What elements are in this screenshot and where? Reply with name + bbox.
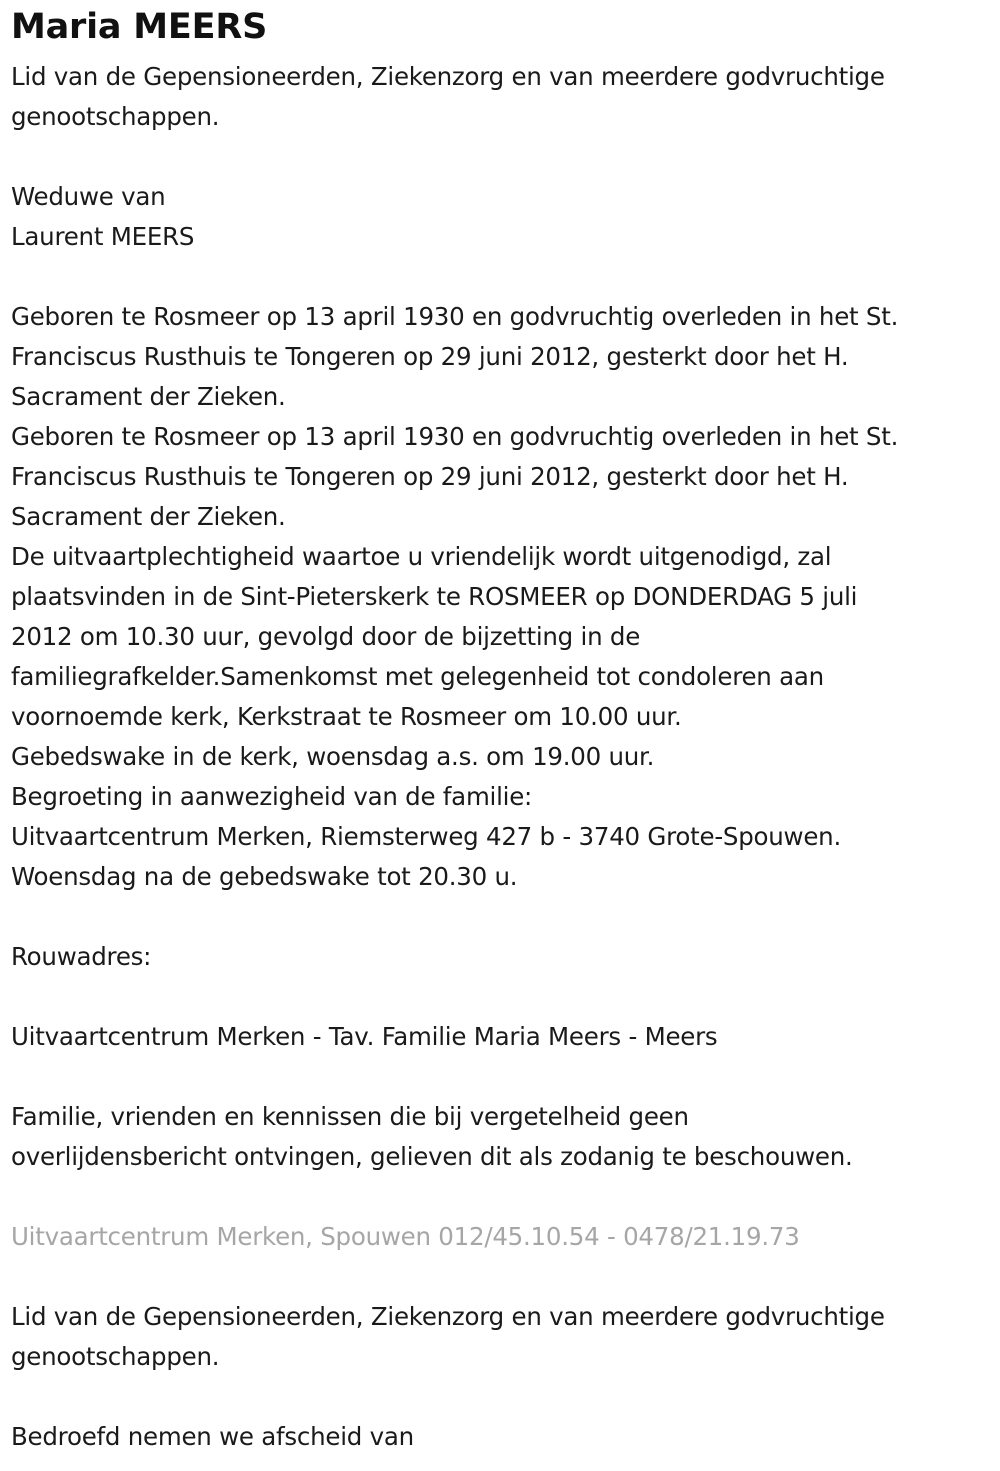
- spouse-name: Laurent MEERS: [11, 222, 195, 251]
- text-line: Lid van de Gepensioneerden, Ziekenzorg en van meerdere godvruchtige: [11, 62, 885, 91]
- text-line: familiegrafkelder.Samenkomst met gelegenheid tot condoleren aan: [11, 662, 824, 691]
- birth-death-paragraph: [11, 297, 1000, 417]
- blank-line: [11, 1177, 1000, 1217]
- blank-line: [11, 137, 1000, 177]
- farewell-line: Bedroefd nemen we afscheid van: [11, 1422, 414, 1451]
- address-label: Rouwadres:: [11, 942, 152, 971]
- text-line: Franciscus Rusthuis te Tongeren op 29 juni 2012, gesterkt door het H.: [11, 462, 849, 491]
- blank-line: [11, 897, 1000, 937]
- text-line: Gebedswake in de kerk, woensdag a.s. om 19.00 uur.: [11, 742, 655, 771]
- widow-paragraph: [11, 177, 1000, 257]
- text-line: Sacrament der Zieken.: [11, 502, 286, 531]
- text-line: Weduwe van: [11, 182, 166, 211]
- deceased-name-title: Maria MEERS: [11, 7, 268, 47]
- ceremony-paragraph: [11, 537, 1000, 897]
- text-line: genootschappen.: [11, 1342, 220, 1371]
- text-line: Familie, vrienden en kennissen die bij vergetelheid geen: [11, 1102, 689, 1131]
- blank-line: [11, 1057, 1000, 1097]
- funeral-home-contact: Uitvaartcentrum Merken, Spouwen 012/45.10.54 - 0478/21.19.73: [11, 1222, 800, 1251]
- text-line: 2012 om 10.30 uur, gevolgd door de bijzetting in de: [11, 622, 641, 651]
- blank-line: [11, 1377, 1000, 1417]
- birth-death-paragraph-repeat: [11, 417, 1000, 537]
- mourning-address: Uitvaartcentrum Merken - Tav. Familie Maria Meers - Meers: [11, 1022, 718, 1051]
- text-line: overlijdensbericht ontvingen, gelieven dit als zodanig te beschouwen.: [11, 1142, 853, 1171]
- notice-paragraph: [11, 1097, 1000, 1177]
- membership-paragraph-repeat: [11, 1297, 1000, 1377]
- blank-line: [11, 1257, 1000, 1297]
- text-line: voornoemde kerk, Kerkstraat te Rosmeer om 10.00 uur.: [11, 702, 682, 731]
- text-line: genootschappen.: [11, 102, 220, 131]
- text-line: Geboren te Rosmeer op 13 april 1930 en godvruchtig overleden in het St.: [11, 302, 899, 331]
- text-line: Franciscus Rusthuis te Tongeren op 29 juni 2012, gesterkt door het H.: [11, 342, 849, 371]
- text-line: Woensdag na de gebedswake tot 20.30 u.: [11, 862, 518, 891]
- obituary-page: [0, 7, 1000, 1457]
- text-line: Lid van de Gepensioneerden, Ziekenzorg en van meerdere godvruchtige: [11, 1302, 885, 1331]
- text-line: Uitvaartcentrum Merken, Riemsterweg 427 b - 3740 Grote-Spouwen.: [11, 822, 841, 851]
- text-line: plaatsvinden in de Sint-Pieterskerk te ROSMEER op DONDERDAG 5 juli: [11, 582, 858, 611]
- membership-paragraph: [11, 57, 1000, 137]
- text-line: Sacrament der Zieken.: [11, 382, 286, 411]
- blank-line: [11, 977, 1000, 1017]
- text-line: Geboren te Rosmeer op 13 april 1930 en godvruchtig overleden in het St.: [11, 422, 899, 451]
- text-line: De uitvaartplechtigheid waartoe u vriendelijk wordt uitgenodigd, zal: [11, 542, 832, 571]
- blank-line: [11, 257, 1000, 297]
- text-line: Begroeting in aanwezigheid van de familie:: [11, 782, 533, 811]
